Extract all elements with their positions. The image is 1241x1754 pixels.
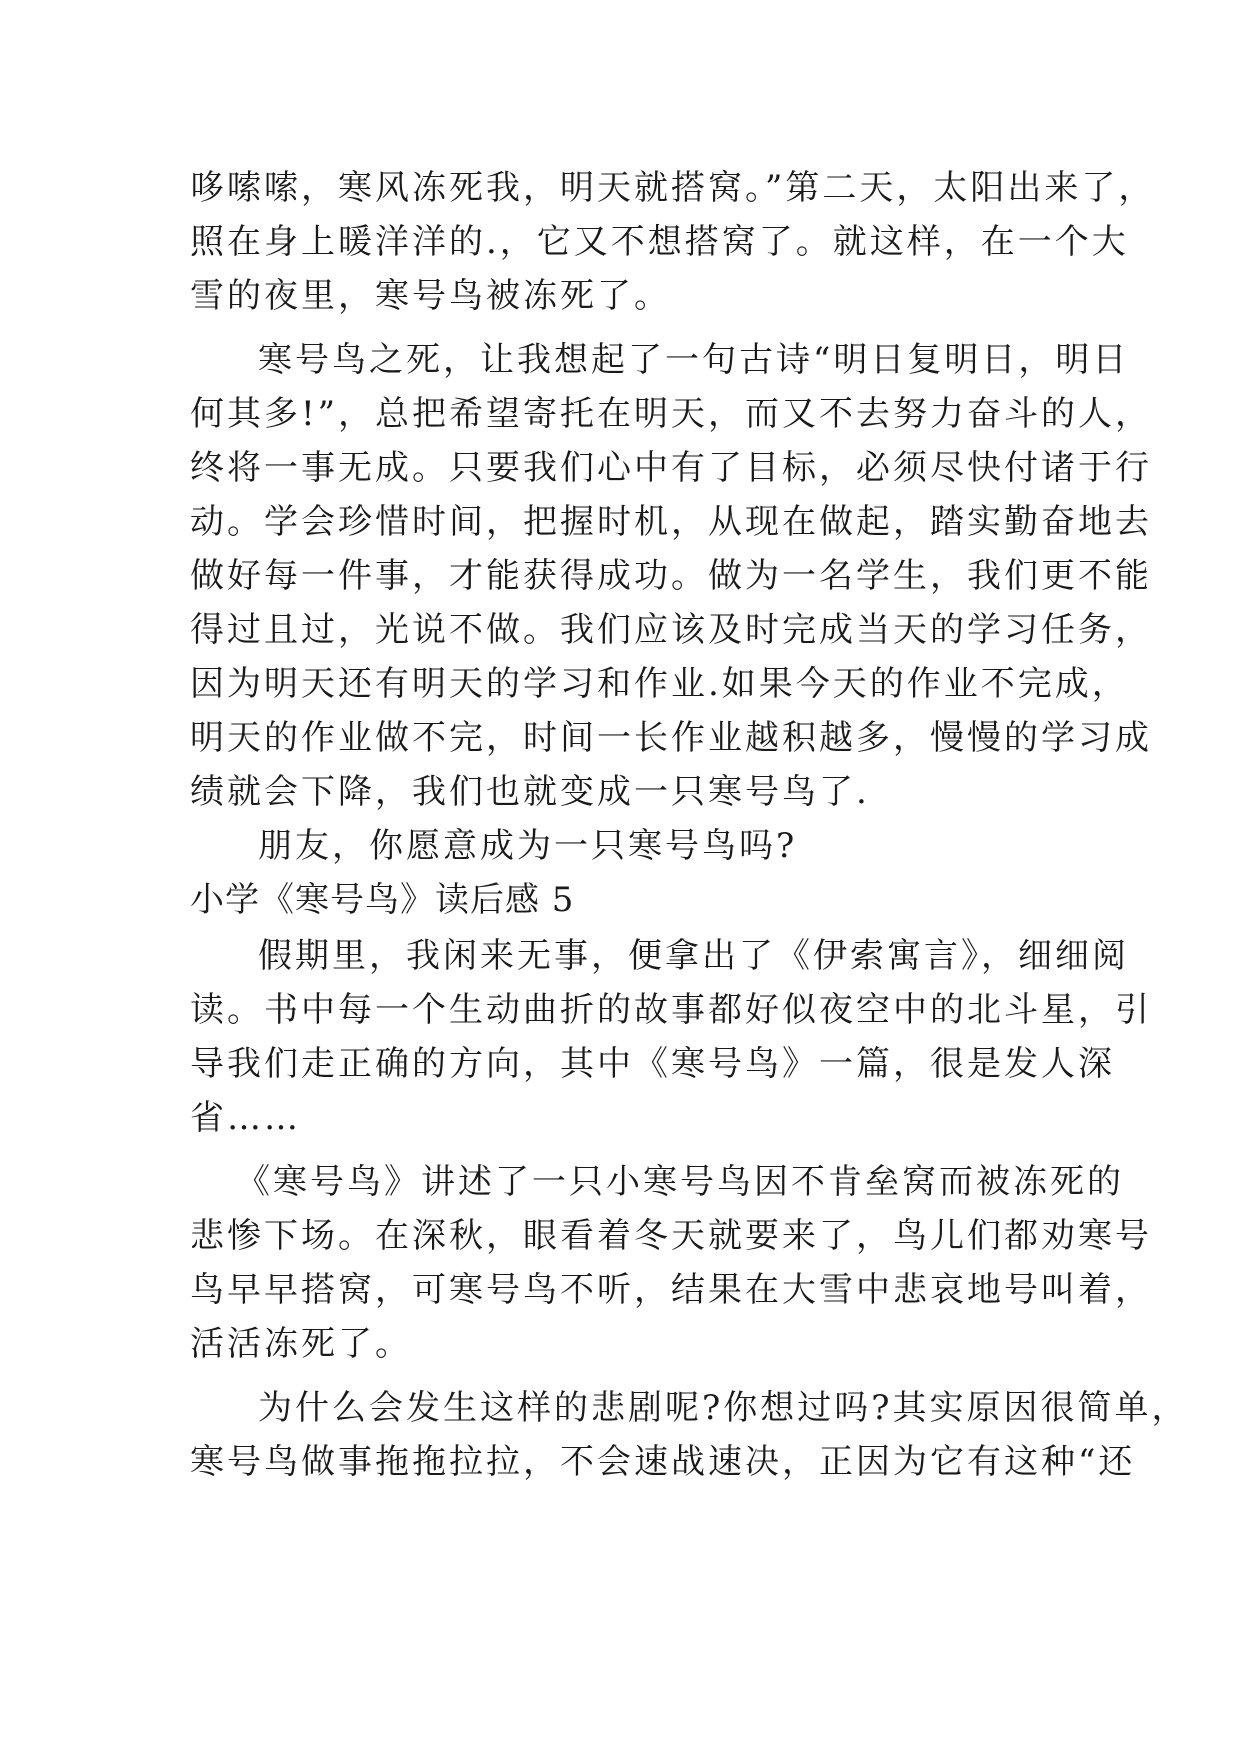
paragraph-line: 动。学会珍惜时间，把握时机，从现在做起，踏实勤奋地去 (190, 502, 1152, 542)
paragraph-line: 为什么会发生这样的悲剧呢?你想过吗?其实原因很简单， (258, 1388, 1189, 1428)
paragraph-line: 哆嗦嗦，寒风冻死我，明天就搭窝。”第二天，太阳出来了， (190, 168, 1156, 208)
paragraph-line: 假期里，我闲来无事，便拿出了《伊索寓言》，细细阅 (258, 936, 1129, 976)
paragraph-line: 终将一事无成。只要我们心中有了目标，必须尽快付诸于行 (190, 448, 1152, 488)
paragraph-line: 何其多!”，总把希望寄托在明天，而又不去努力奋斗的人， (190, 394, 1153, 434)
paragraph-line: 做好每一件事，才能获得成功。做为一名学生，我们更不能 (190, 556, 1152, 596)
section-heading: 小学《寒号鸟》读后感 5 (190, 880, 575, 920)
paragraph-line: 朋友，你愿意成为一只寒号鸟吗? (258, 826, 798, 866)
paragraph-line: 雪的夜里，寒号鸟被冻死了。 (190, 276, 671, 316)
paragraph-line: 导我们走正确的方向，其中《寒号鸟》一篇，很是发人深 (190, 1044, 1115, 1084)
paragraph-line: 寒号鸟之死，让我想起了一句古诗“明日复明日，明日 (258, 340, 1130, 380)
paragraph-line: 绩就会下降，我们也就变成一只寒号鸟了. (190, 772, 870, 812)
paragraph-line: 明天的作业做不完，时间一长作业越积越多，慢慢的学习成 (190, 718, 1152, 758)
paragraph-line: 活活冻死了。 (190, 1324, 412, 1364)
paragraph-line: 省…… (190, 1098, 301, 1138)
paragraph-line: 寒号鸟做事拖拖拉拉，不会速战速决，正因为它有这种“还 (190, 1442, 1136, 1482)
paragraph-line: 鸟早早搭窝，可寒号鸟不听，结果在大雪中悲哀地号叫着， (190, 1270, 1152, 1310)
paragraph-line: 照在身上暖洋洋的.，它又不想搭窝了。就这样，在一个大 (190, 222, 1129, 262)
paragraph-line: 悲惨下场。在深秋，眼看着冬天就要来了，鸟儿们都劝寒号 (190, 1216, 1152, 1256)
paragraph-line: 读。书中每一个生动曲折的故事都好似夜空中的北斗星，引 (190, 990, 1152, 1030)
paragraph-line: 《寒号鸟》讲述了一只小寒号鸟因不肯垒窝而被冻死的 (236, 1162, 1124, 1202)
paragraph-line: 得过且过，光说不做。我们应该及时完成当天的学习任务， (190, 610, 1152, 650)
paragraph-line: 因为明天还有明天的学习和作业.如果今天的作业不完成， (190, 664, 1129, 704)
